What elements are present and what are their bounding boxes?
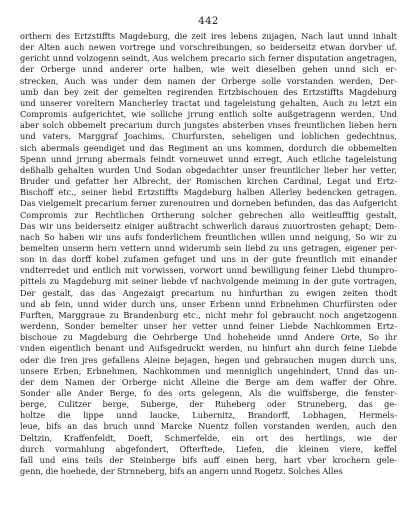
text-line: son in das dorff kobel zufamen gefuget und uns in der gute freuntlich mit einander xyxy=(20,254,397,265)
text-line: und ab fein, unnd wider durch uns, unser Erbenn unnd Erbnehmen Churfürsten oder xyxy=(20,298,397,309)
text-line: und vaters, Marggraf Joachims, Churfursten, seheligen und loblichen gedechtnus, xyxy=(20,131,397,142)
text-line: Compromis aufgerichtet, wie solliche jrrung entlich solte außgetragenn werden, Und xyxy=(20,109,397,120)
page-number: 442 xyxy=(198,16,219,27)
text-line: Sonder alle Ander Berge, fo des orts gelegenn, Als die wulffsberge, die fenster- xyxy=(20,388,397,398)
body-text xyxy=(20,31,397,477)
text-line: bischoue zu Magdeburg die Oehrberge Und hoheheide unnd Andere Orte, So ihr xyxy=(20,332,397,343)
text-line: Spenn unnd jrrung abermals feindt vorneuwet unnd erregt, Auch etliche tageleistung xyxy=(20,153,397,164)
text-line: Bruder und gefatter her Albrecht, der Romischen kirchen Cardinal, Legat und Ertz- xyxy=(20,176,397,187)
text-line: gericht unnd volzogenn seindt, Aus welchem precario sich ferner disputation angetragen, xyxy=(20,53,397,64)
text-line: nach So haben wir uns aufs fonderlichem freuntlichen willen unnd neigung, So wir zu xyxy=(20,231,397,242)
text-line: pittels zu Magdeburg mit seiner liebde vf nachvolgende meinung in der gute vortragen, xyxy=(20,276,397,287)
text-line: strecken, Auch was under dem namen der Orberge solle vorstanden werden, Der- xyxy=(20,75,397,86)
text-line: oder die Iren jres gefallens Aleine bejagen, hegen und gebrauchen mugen durch uns, xyxy=(20,354,397,365)
text-line: bemelten unserm hern vettern unnd widerumb sein liebd zu uns getragen, eigener per- xyxy=(20,242,397,253)
text-line: holtze die lippe unnd laucke, Lubernitz, Brandorff, Lobhagen, Hermels- xyxy=(20,410,397,421)
text-line: Furften, Marggraue zu Brandenburg etc., nicht mehr fol gebraucht noch angetzogenn xyxy=(20,309,397,320)
text-line: vndterredet und entlich mit vorwissen, vorwort unnd bewilligung feiner Liebd thumpro- xyxy=(20,265,397,276)
text-line: sich abermals geendiget und das Regiment an uns kommen, dordurch die obbemelten xyxy=(20,142,397,153)
text-line: Deltzin, Kraffenfeldt, Doeft, Schmerfelde, ein ort des hertlings, wie der xyxy=(20,432,397,443)
text-line: Compromis zur Rechtlichen Ortherung solcher gebrechen allo weitleufftig gestalt, xyxy=(20,209,397,220)
text-line: vnden eigentlich benant und Aufsgedruckt werden, nu hinfurt ahn durch feine Liebde xyxy=(20,343,397,354)
text-line: Das wir uns beiderseitz einiger außtracht schwerlich daraus zuuortrosten gehapt; Dem- xyxy=(20,220,397,231)
text-line: umb dan bey zeit der gemelten regirenden Ertzbischouen des Ertzstiffts Magdeburg xyxy=(20,86,397,97)
text-line: durch vormahlung abgefondert, Ofterftede, Liefen, die kleinen viere, keffel xyxy=(20,443,397,454)
text-line: Das vielgemelt precarium ferner zurenouiren und dorneben befunden, das das Aufgericht xyxy=(20,198,397,209)
text-line: Der gestalt, das das Angezaigt precarium nu hinfurthan zu ewigen zeiten thodt xyxy=(20,287,397,298)
text-line: deßhalb gehalten wurden Und Sodan obgedachter unser freuntlicher lieber her vetter, xyxy=(20,164,397,175)
text-line: aber solch obbemelt precarium durch jungstes absterben vnses freuntlichen lieben hern xyxy=(20,120,397,131)
text-line: Bischoff etc., seiner liebd Ertzstiffts Magdeburg halben Allerley bedencken getragen. xyxy=(20,187,397,198)
text-line: unsere Erben, Erbnehmen, Nachkommen und menniglich ungehindert, Unnd das un- xyxy=(20,365,397,376)
text-line: leue, bifs an das bruch unnd Marcke Nuentz follen vorstanden werden, auch den xyxy=(20,421,397,432)
text-line: der Alten auch newen vortrege und vorschreibungen, so beiderseitz etwan dorvber uf. xyxy=(20,42,397,53)
text-line: orthern des Ertzstiffts Magdeburg, die zeit ires lebens zujagen, Nach laut unnd inhalt xyxy=(20,31,397,41)
text-line: der dem Namen der Orberge nicht Alleine die Berge am dem waffer der Ohre. xyxy=(20,376,397,387)
text-line: fall und eins teils der Steinberge bifs auff einen berg, hart vber krochern gele- xyxy=(20,454,397,465)
text-line: werdenn, Sonder bemelter unser her vetter unnd feiner Liebde Nachkommen Ertz- xyxy=(20,321,397,332)
text-line: berge, Culitzer berge, Suberge, der Ruheberg oder Struneberg, das ge- xyxy=(20,399,397,410)
text-line: und unserer voreltern Mancherley tractat und tageleistung gehalten, Auch zu letzt ein xyxy=(20,97,397,108)
text-line: der Orberge unnd anderer orte halben, wie weit dieselben gehen unnd sich er- xyxy=(20,64,397,75)
text-line: genn, die hoehede, der Strnneberg, bifs an angern unnd Rogetz. Solches Alles xyxy=(20,466,343,477)
